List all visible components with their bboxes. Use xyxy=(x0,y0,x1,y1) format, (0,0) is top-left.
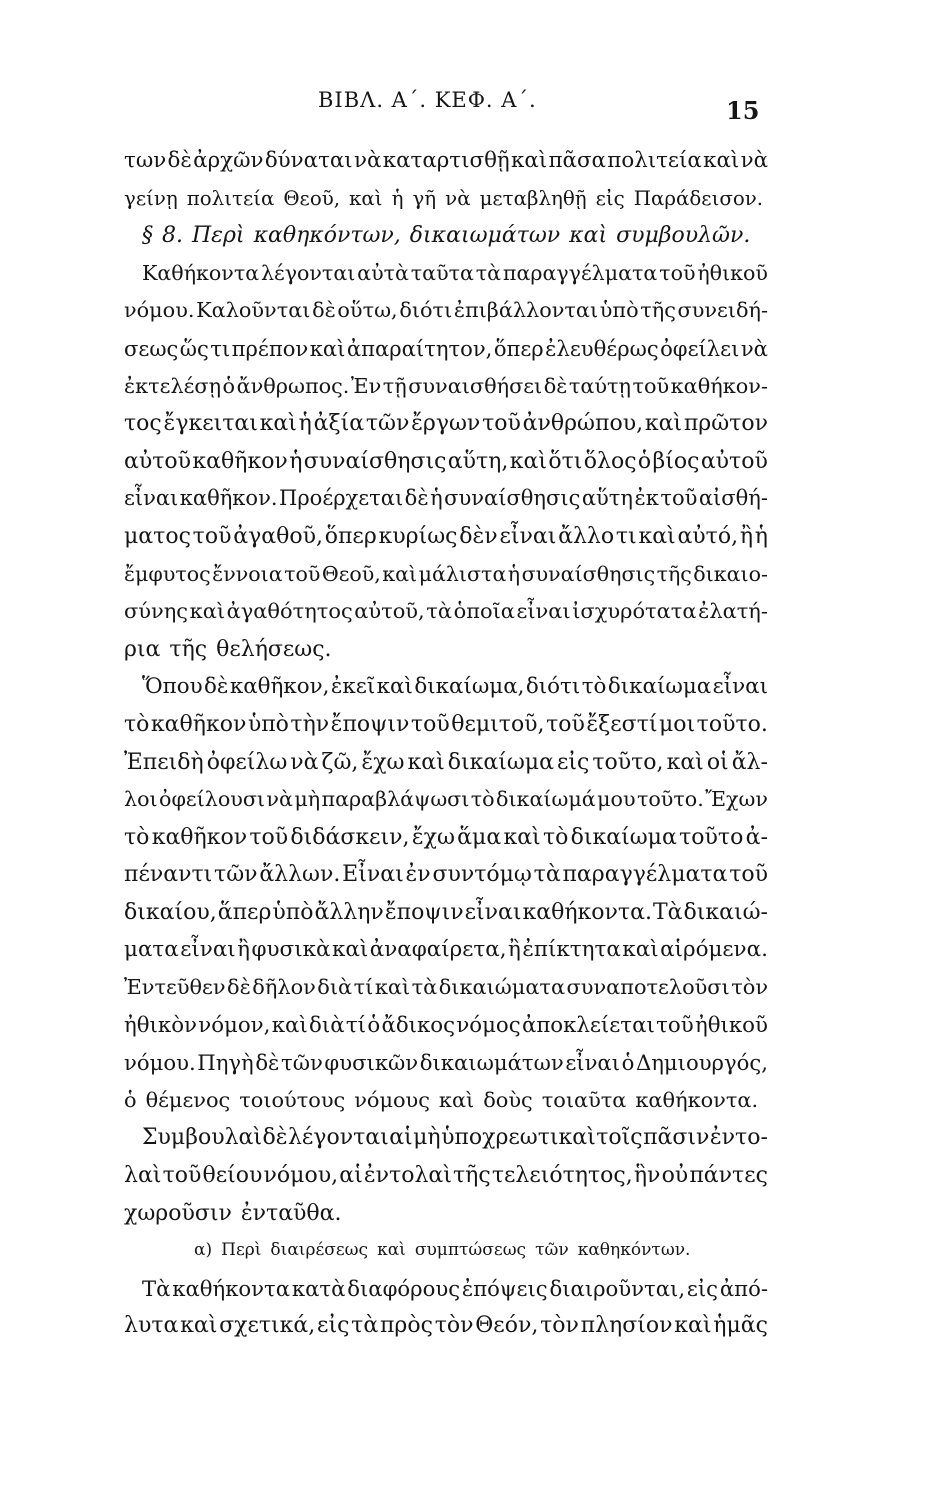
text-line: Ὅπου δὲ καθῆκον, ἐκεῖ καὶ δικαίωμα, διότι τὸ δικαίωμα εἶναι xyxy=(142,674,768,700)
text-line: τὸ καθῆκον τοῦ διδάσκειν, ἔχω ἅμα καὶ τὸ δικαίωμα τοῦτο ἀ- xyxy=(124,824,768,850)
text-line: γείνῃ πολιτεία Θεοῦ, καὶ ἡ γῆ νὰ μεταβληθῇ εἰς Παράδεισον. xyxy=(124,186,764,210)
body-text xyxy=(124,142,768,1345)
text-line: ματα εἶναι ἢ φυσικὰ καὶ ἀναφαίρετα, ἢ ἐπίκτητα καὶ αἱρόμενα. xyxy=(124,937,768,963)
text-line: χωροῦσιν ἐνταῦθα. xyxy=(124,1200,342,1226)
text-line: τος ἔγκειται καὶ ἡ ἀξία τῶν ἔργων τοῦ ἀνθρώπου, καὶ πρῶτον xyxy=(124,411,768,437)
text-line: ἐκτελέσῃ ὁ ἄνθρωπος. Ἐν τῇ συναισθήσει δὲ ταύτῃ τοῦ καθήκον- xyxy=(124,373,768,398)
text-line: λοι ὀφείλουσι νὰ μὴ παραβλάψωσι τὸ δικαίωμά μου τοῦτο. Ἔχων xyxy=(124,787,768,812)
text-line: ρια τῆς θελήσεως. xyxy=(124,636,332,662)
text-line: των δὲ ἀρχῶν δύναται νὰ καταρτισθῇ καὶ πᾶσα πολιτεία καὶ νὰ xyxy=(124,148,768,173)
text-line: σύνης καὶ ἀγαθότητος αὐτοῦ, τὰ ὁποῖα εἶναι ἰσχυρότατα ἐλατή- xyxy=(124,599,768,624)
text-line: ὁ θέμενος τοιούτους νόμους καὶ δοὺς τοιαῦτα καθήκοντα. xyxy=(124,1087,759,1112)
text-line: ἠθικὸν νόμον, καὶ διὰ τί ὁ ἄδικος νόμος ἀποκλείεται τοῦ ἠθικοῦ xyxy=(124,1012,768,1038)
text-line: § 8. Περὶ καθηκόντων, δικαιωμάτων καὶ συμβουλῶν. xyxy=(142,223,751,249)
text-line: Τὰ καθήκοντα κατὰ διαφόρους ἐπόψεις διαιροῦνται, εἰς ἀπό- xyxy=(142,1275,768,1301)
text-line: νόμου. Πηγὴ δὲ τῶν φυσικῶν δικαιωμάτων εἶναι ὁ Δημιουργός, xyxy=(124,1050,768,1076)
text-line: πέναντι τῶν ἄλλων. Εἶναι ἐν συντόμῳ τὰ παραγγέλματα τοῦ xyxy=(124,862,768,888)
text-line: Ἐπειδὴ ὀφείλω νὰ ζῶ, ἔχω καὶ δικαίωμα εἰς τοῦτο, καὶ οἱ ἄλ- xyxy=(124,749,768,775)
text-line: σεως ὥς τι πρέπον καὶ ἀπαραίτητον, ὅπερ ἐλευθέρως ὀφείλει νὰ xyxy=(124,335,768,361)
text-line: ματος τοῦ ἀγαθοῦ, ὅπερ κυρίως δὲν εἶναι ἄλλο τι καὶ αὐτό, ἢ ἡ xyxy=(124,523,768,549)
page-number: 15 xyxy=(726,96,760,125)
text-line: α) Περὶ διαιρέσεως καὶ συμπτώσεως τῶν καθηκόντων. xyxy=(194,1240,691,1261)
text-line: εἶναι καθῆκον. Προέρχεται δὲ ἡ συναίσθησις αὕτη ἐκ τοῦ αἰσθή- xyxy=(124,486,768,511)
text-line: τὸ καθῆκον ὑπὸ τὴν ἔποψιν τοῦ θεμιτοῦ, τοῦ ἔξεστί μοι τοῦτο. xyxy=(124,711,768,737)
text-line: αὐτοῦ καθῆκον ἡ συναίσθησις αὕτη, καὶ ὅτι ὅλος ὁ βίος αὐτοῦ xyxy=(124,448,768,474)
text-line: νόμου. Καλοῦνται δὲ οὕτω, διότι ἐπιβάλλονται ὑπὸ τῆς συνειδή- xyxy=(124,298,768,323)
text-line: Ἐντεῦθεν δὲ δῆλον διὰ τί καὶ τὰ δικαιώματα συναποτελοῦσι τὸν xyxy=(124,975,768,1000)
text-line: λαὶ τοῦ θείου νόμου, αἱ ἐντολαὶ τῆς τελειότητος, ἣν οὐ πάντες xyxy=(124,1163,768,1189)
text-line: δικαίου, ἅπερ ὑπὸ ἄλλην ἔποψιν εἶναι καθήκοντα. Τὰ δικαιώ- xyxy=(124,899,768,925)
running-head: ΒΙΒΛ. Α΄. ΚΕΦ. Α΄. xyxy=(318,88,537,112)
text-line: Συμβουλαὶ δὲ λέγονται αἱ μὴ ὑποχρεωτικαὶ τοῖς πᾶσιν ἐντο- xyxy=(142,1125,768,1151)
text-line: λυτα καὶ σχετικά, εἰς τὰ πρὸς τὸν Θεόν, τὸν πλησίον καὶ ἡμᾶς xyxy=(124,1313,768,1339)
text-line: Καθήκοντα λέγονται αὐτὰ ταῦτα τὰ παραγγέλματα τοῦ ἠθικοῦ xyxy=(142,260,768,285)
text-line: ἔμφυτος ἔννοια τοῦ Θεοῦ, καὶ μάλιστα ἡ συναίσθησις τῆς δικαιο- xyxy=(124,561,768,586)
